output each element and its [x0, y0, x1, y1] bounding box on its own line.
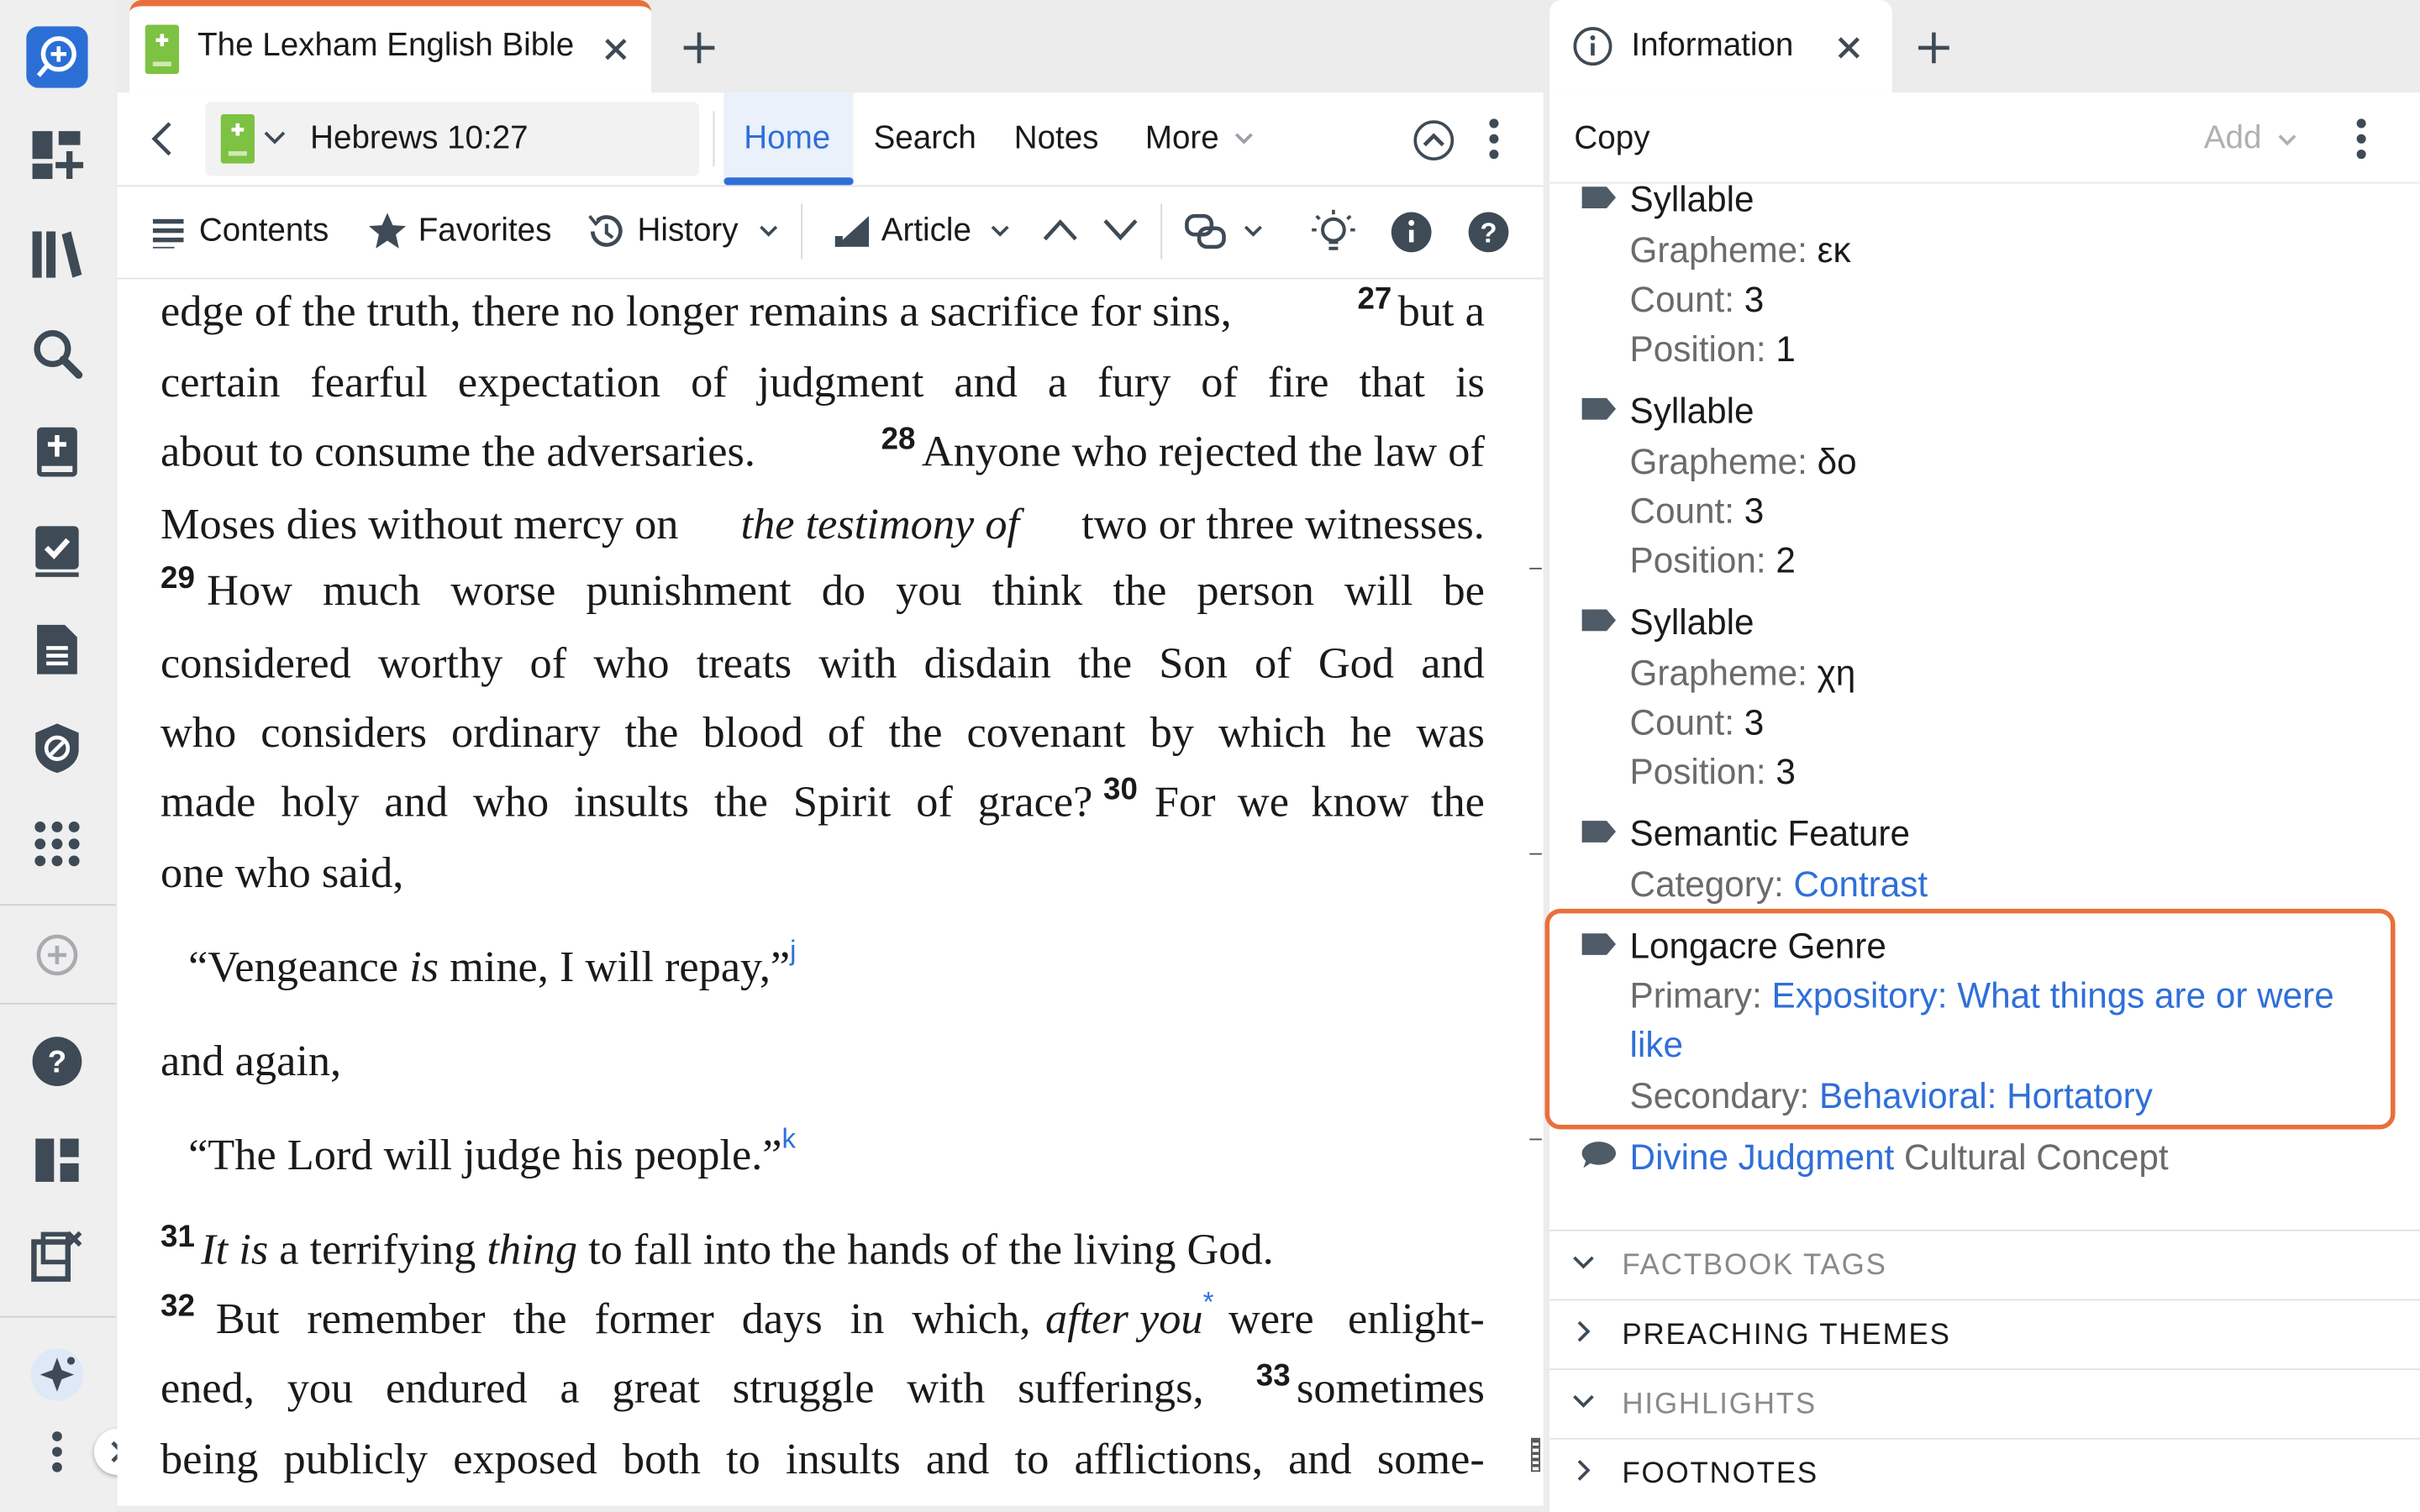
word: was [1416, 709, 1485, 758]
footnote-marker[interactable]: * [1202, 1286, 1214, 1318]
collapse-up-icon[interactable] [1413, 118, 1455, 161]
tag-icon [1581, 608, 1618, 633]
article-button[interactable]: Article [881, 213, 971, 249]
word: know [1311, 779, 1409, 827]
new-tab-plus-icon[interactable] [682, 31, 716, 65]
divider [118, 278, 1544, 280]
scroll-marker [1529, 568, 1542, 570]
add-circle-icon[interactable] [22, 920, 92, 990]
word: sufferings, [1018, 1365, 1204, 1414]
verse-number[interactable]: 28 [881, 423, 916, 457]
footnote-marker[interactable]: j [790, 935, 797, 966]
chevron-down-icon [1571, 1250, 1596, 1274]
tab-home-label: Home [744, 120, 831, 156]
word: considers [260, 709, 427, 758]
word: fire [1267, 359, 1329, 407]
word: But [215, 1295, 280, 1344]
word: disdain [923, 640, 1051, 689]
shield-icon[interactable] [22, 713, 92, 784]
word: who [473, 779, 550, 827]
word: a [560, 1365, 580, 1414]
word: to [1014, 1436, 1050, 1484]
word: great [612, 1365, 701, 1414]
category-row: Category: Contrast [1629, 864, 1928, 905]
verse-number[interactable]: 27 [1357, 282, 1392, 317]
close-icon[interactable] [1837, 35, 1861, 60]
verse-number[interactable]: 32 [160, 1289, 195, 1324]
contents-icon[interactable] [153, 218, 184, 249]
word: Son [1159, 640, 1228, 689]
text-line: one who said, [160, 850, 404, 898]
more-vertical-icon[interactable] [2355, 118, 2368, 160]
word: the [624, 709, 679, 758]
position-row: Position: 2 [1629, 539, 1796, 580]
history-button[interactable]: History [637, 213, 739, 249]
dashboard-add-icon[interactable] [22, 120, 92, 191]
section-preaching-themes[interactable] [1549, 1299, 2420, 1368]
history-icon[interactable] [587, 212, 627, 252]
back-icon[interactable] [150, 120, 174, 157]
divider [1160, 203, 1162, 259]
primary-row: Primary: Expository: What things are or were [1629, 974, 2334, 1016]
word: and [384, 779, 449, 827]
section-label: FOOTNOTES [1622, 1457, 1819, 1491]
word: ened, [160, 1365, 255, 1414]
word: a [1047, 359, 1068, 407]
verse-number[interactable]: 30 [1103, 773, 1138, 807]
link-panels-icon[interactable] [1184, 212, 1227, 252]
word: expectation [457, 359, 661, 407]
secondary-row: Secondary: Behavioral: Hortatory [1629, 1075, 2153, 1116]
count-row: Count: 3 [1629, 701, 1765, 743]
text-line [160, 710, 1485, 759]
word: former [594, 1295, 714, 1344]
word: of [529, 640, 567, 689]
primary-genre-link[interactable]: Expository: What things are or were [1771, 974, 2334, 1016]
word: we [1237, 779, 1289, 827]
tab-lexham-bible[interactable] [129, 0, 651, 92]
word: days [741, 1295, 823, 1344]
grapheme-row: Grapheme: εκ [1629, 229, 1851, 270]
scroll-marker [1529, 853, 1542, 855]
verse-number[interactable]: 29 [160, 561, 195, 596]
library-icon[interactable] [22, 219, 92, 290]
syllable-title: Syllable [1629, 179, 1754, 219]
word: considered [160, 640, 351, 689]
word: in [850, 1295, 885, 1344]
word: think [992, 567, 1083, 616]
word: certain [160, 359, 281, 407]
word: Spirit [792, 779, 892, 827]
layout-icon[interactable] [22, 1125, 92, 1195]
word: which [1218, 709, 1326, 758]
word: that [1359, 359, 1425, 407]
app-logo-icon[interactable] [22, 22, 92, 92]
rail-divider [0, 1316, 116, 1318]
word: publicly [283, 1436, 429, 1484]
grapheme-row: Grapheme: χη [1629, 652, 1856, 693]
chevron-right-icon [1571, 1458, 1596, 1483]
word: made [160, 779, 256, 827]
text-line [160, 773, 1485, 829]
left-rail [0, 0, 116, 1512]
word: and [1421, 640, 1485, 689]
divider [801, 203, 802, 259]
copy-button[interactable]: Copy [1574, 120, 1650, 156]
word: the [513, 1295, 567, 1344]
word: blood [702, 709, 803, 758]
position-row: Position: 3 [1629, 751, 1796, 792]
svg-text:?: ? [47, 1044, 67, 1079]
tag-icon [1581, 396, 1618, 421]
word: and [954, 359, 1018, 407]
word: treats [696, 640, 792, 689]
text-line [160, 640, 1485, 690]
word: fury [1097, 359, 1171, 407]
word: afflictions, [1074, 1436, 1263, 1484]
quote-line: “The Lord will judge his people.”$^k$ [188, 1123, 797, 1181]
tag-icon [1581, 185, 1618, 209]
next-down-icon[interactable] [1102, 218, 1139, 242]
close-panels-icon[interactable] [22, 1221, 92, 1291]
rail-divider [0, 904, 116, 906]
apps-grid-icon[interactable] [22, 808, 92, 879]
speech-bubble-icon [1581, 1140, 1618, 1171]
section-footnotes[interactable] [1549, 1438, 2420, 1512]
word: of [1255, 640, 1292, 689]
star-icon[interactable] [367, 212, 408, 250]
word: he [1349, 709, 1392, 758]
word: insults [786, 1436, 901, 1484]
chevron-down-icon[interactable] [264, 131, 286, 145]
primary-row-cont [1630, 1025, 1683, 1067]
word: much [322, 567, 421, 616]
search-icon[interactable] [22, 318, 92, 388]
footnote-marker[interactable]: k [781, 1123, 797, 1154]
word: of [1201, 359, 1238, 407]
tab-search[interactable]: Search [873, 120, 976, 156]
syllable-title: Syllable [1629, 601, 1754, 643]
checklist-icon[interactable] [22, 515, 92, 585]
word: which, [912, 1295, 1031, 1344]
position-row: Position: 1 [1629, 328, 1796, 369]
text-line: edge of the truth, there no longer remains a sacrifice for sins, $^{27}$ but a [160, 282, 1485, 337]
ai-sparkle-icon[interactable] [22, 1339, 92, 1410]
section-factbook-tags[interactable] [1549, 1230, 2420, 1298]
syllable-title: Syllable [1629, 390, 1754, 431]
concept-row: Divine Judgment Cultural Concept [1629, 1137, 2169, 1178]
tab-information[interactable] [1549, 0, 1892, 92]
book-cover-icon [145, 24, 179, 74]
chevron-down-icon[interactable] [991, 225, 1009, 238]
word: the [1113, 567, 1167, 616]
tag-icon [1581, 819, 1618, 843]
word: by [1150, 709, 1194, 758]
tab-home[interactable] [723, 92, 853, 185]
category-link[interactable]: Contrast [1793, 864, 1928, 905]
article-icon[interactable] [835, 216, 869, 247]
word: struggle [732, 1365, 875, 1414]
word: you [896, 567, 962, 616]
word: the [713, 779, 768, 827]
word: is [1455, 359, 1485, 407]
text-line: and again, [160, 1038, 342, 1087]
text-line: about to consume the adversaries. $^{28}$ Anyone who rejected the law of [160, 423, 1485, 477]
divider [713, 111, 715, 166]
tag-icon [1581, 932, 1618, 956]
word: who [160, 709, 237, 758]
more-vertical-icon[interactable] [22, 1416, 92, 1487]
document-icon[interactable] [22, 614, 92, 685]
word: and [1288, 1436, 1352, 1484]
concept-link[interactable]: Divine Judgment [1629, 1137, 1895, 1178]
tab-more[interactable]: More [1144, 120, 1219, 156]
word: with [818, 640, 897, 689]
bible-add-icon[interactable] [22, 417, 92, 487]
semantic-feature-title: Semantic Feature [1629, 812, 1910, 853]
word: both [622, 1436, 701, 1484]
secondary-genre-link[interactable]: Behavioral: Hortatory [1819, 1075, 2153, 1116]
reference-input[interactable]: Hebrews 10:27 [310, 120, 529, 156]
text-line: 32 But remember the former days in which, after you* were enlight- [160, 1286, 1485, 1344]
quote-line: “Vengeance is mine, I will repay,”$^j$ [188, 935, 797, 992]
tab-title: The Lexham English Bible [197, 28, 575, 64]
more-vertical-icon[interactable] [1488, 118, 1501, 160]
word: God [1318, 640, 1395, 689]
word: insults [574, 779, 689, 827]
word: enlight- [1348, 1295, 1485, 1344]
active-tab-underline [723, 177, 853, 185]
chevron-down-icon[interactable] [760, 225, 778, 238]
close-icon[interactable] [603, 37, 628, 61]
verse-number[interactable]: 33 [1255, 1359, 1291, 1394]
info-icon[interactable] [1391, 212, 1433, 254]
text-line: Moses dies without mercy on the testimony of two or three witnesses. [160, 501, 1485, 549]
add-button[interactable]: Add [2203, 120, 2262, 156]
word: For [1154, 779, 1216, 827]
section-highlights[interactable] [1549, 1368, 2420, 1436]
chevron-down-icon[interactable] [1244, 225, 1262, 238]
word: with [907, 1365, 986, 1414]
word: you [287, 1365, 354, 1414]
word: do [821, 567, 866, 616]
rail-divider [0, 1003, 116, 1005]
verse-number[interactable]: 31 [160, 1220, 195, 1255]
word: covenant [966, 709, 1126, 758]
scrollbar-thumb[interactable] [1531, 1438, 1540, 1472]
new-tab-plus-icon[interactable] [1917, 31, 1950, 65]
grapheme-row: Grapheme: δο [1629, 441, 1857, 482]
word: grace? [977, 779, 1093, 827]
word: fearful [310, 359, 428, 407]
help-icon[interactable] [22, 1026, 92, 1096]
scroll-marker [1529, 1138, 1542, 1140]
tab-notes[interactable]: Notes [1013, 120, 1099, 156]
word: of [827, 709, 865, 758]
chevron-right-icon [1571, 1319, 1596, 1343]
word: of [916, 779, 953, 827]
word: be [1443, 567, 1485, 616]
divider [118, 185, 1544, 186]
chevron-down-icon[interactable] [2278, 134, 2296, 147]
word: and [925, 1436, 990, 1484]
text-line: ened, you endured a great struggle with sufferings, $^{33}$ sometimes [160, 1359, 1485, 1414]
favorites-button[interactable]: Favorites [418, 213, 552, 249]
word: to [726, 1436, 760, 1484]
word: judgment [757, 359, 924, 407]
word: will [1344, 567, 1413, 616]
word: ordinary [451, 709, 601, 758]
word: How [207, 567, 292, 616]
previous-up-icon[interactable] [1042, 218, 1079, 242]
help-icon[interactable] [1468, 212, 1510, 254]
primary-genre-link[interactable]: like [1629, 1024, 1683, 1065]
section-label: HIGHLIGHTS [1622, 1389, 1818, 1421]
text-line [160, 561, 1485, 617]
chevron-down-icon[interactable] [1234, 133, 1253, 145]
longacre-genre-title: Longacre Genre [1629, 926, 1886, 966]
text-line [160, 360, 1485, 409]
word: some- [1376, 1436, 1485, 1484]
word: worse [450, 567, 556, 616]
word: remember [307, 1295, 486, 1344]
word: being [160, 1436, 259, 1484]
word: holy [281, 779, 360, 827]
svg-text:?: ? [1480, 218, 1497, 249]
chevron-down-icon [1571, 1389, 1596, 1413]
word: person [1197, 567, 1314, 616]
word: worthy [377, 640, 503, 689]
count-row: Count: 3 [1629, 279, 1765, 320]
text-line [160, 1436, 1485, 1486]
word: were [1228, 1295, 1314, 1344]
text-line: $^{31}$ It is a terrifying thing to fall into the hands of the living God. [160, 1220, 1274, 1275]
count-row: Count: 3 [1629, 491, 1765, 531]
tab-title: Information [1631, 28, 1794, 64]
word: endured [386, 1365, 528, 1414]
word: of [691, 359, 728, 407]
word: exposed [453, 1436, 597, 1484]
reference-box[interactable] [205, 102, 699, 176]
section-label: FACTBOOK TAGS [1622, 1249, 1887, 1283]
lightbulb-icon[interactable] [1310, 208, 1356, 258]
word: the [1430, 779, 1485, 827]
info-outline-icon [1573, 26, 1613, 66]
word: who [593, 640, 670, 689]
section-label: PREACHING THEMES [1622, 1319, 1951, 1352]
word: the [888, 709, 943, 758]
contents-button[interactable]: Contents [198, 213, 329, 249]
word: the [1078, 640, 1133, 689]
word: punishment [586, 567, 792, 616]
book-cover-icon[interactable] [221, 114, 255, 164]
